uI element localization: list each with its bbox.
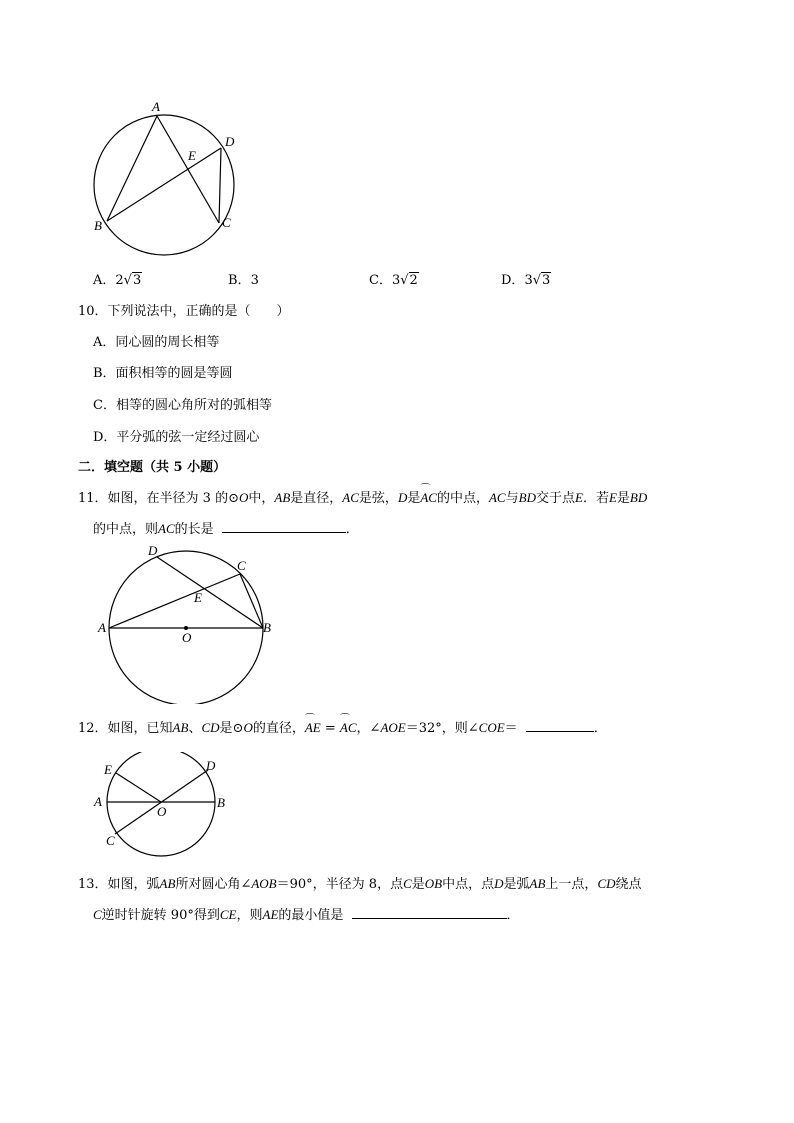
q9-figure	[85, 97, 245, 259]
q12-label-o: O	[157, 804, 167, 819]
q11-label-c: C	[237, 558, 246, 573]
q11-label-o: O	[182, 630, 192, 645]
q12-figure	[90, 752, 235, 862]
q13-answer-blank[interactable]	[352, 906, 507, 919]
q9-label-e: E	[188, 148, 196, 163]
q11-answer-blank[interactable]	[222, 520, 346, 533]
q13-line2: C逆时针旋转 90°得到CE，则AE的最小值是 ．	[93, 907, 520, 923]
q10-option-c: C．相等的圆心角所对的弧相等	[93, 398, 272, 413]
q11-line1: 11．如图，在半径为 3 的⊙O中，AB是直径，AC是弦，D是⌒ AC的中点，AC与BD交于点E．若E是BD	[78, 487, 647, 506]
q9-label-a: A	[152, 99, 160, 114]
q11-label-b: B	[263, 620, 271, 635]
q11-label-a: A	[98, 620, 106, 635]
q9-label-c: C	[222, 215, 231, 230]
q10-option-a: A．同心圆的周长相等	[93, 335, 220, 350]
q9-option-b: B．3	[228, 273, 259, 288]
q12-label-d: D	[206, 758, 216, 773]
q12-label-a: A	[94, 794, 102, 809]
q13-line1: 13．如图，弧AB所对圆心角∠AOB＝90°，半径为 8，点C是OB中点，点D是弧AB上一点，CD绕点	[78, 876, 642, 892]
q12-label-c: C	[106, 833, 115, 848]
q11-label-d: D	[148, 543, 158, 558]
q11-figure	[93, 542, 283, 704]
section-title: 二．填空题（共 5 小题）	[78, 460, 227, 475]
q9-label-d: D	[225, 134, 235, 149]
q9-label-b: B	[94, 218, 102, 233]
q10-stem: 10．下列说法中，正确的是（ ）	[78, 304, 290, 319]
q9-option-c: C．3√2	[369, 273, 418, 288]
q10-option-b: B．面积相等的圆是等圆	[93, 366, 233, 381]
q11-label-e: E	[194, 590, 202, 605]
q9-option-d: D．3√3	[501, 273, 551, 288]
q12-label-b: B	[217, 795, 225, 810]
q10-option-d: D．平分弧的弦一定经过圆心	[93, 430, 260, 445]
q9-option-a: A．2√3	[93, 273, 142, 288]
q12-line: 12．如图，已知AB、CD是⊙O的直径，⌒ AE = ⌒ AC，∠AOE＝32°，则∠COE＝ ．	[78, 717, 607, 736]
q12-answer-blank[interactable]	[526, 719, 594, 732]
q12-label-e: E	[104, 762, 112, 777]
q11-line2: 的中点，则AC的长是 ．	[93, 521, 359, 537]
